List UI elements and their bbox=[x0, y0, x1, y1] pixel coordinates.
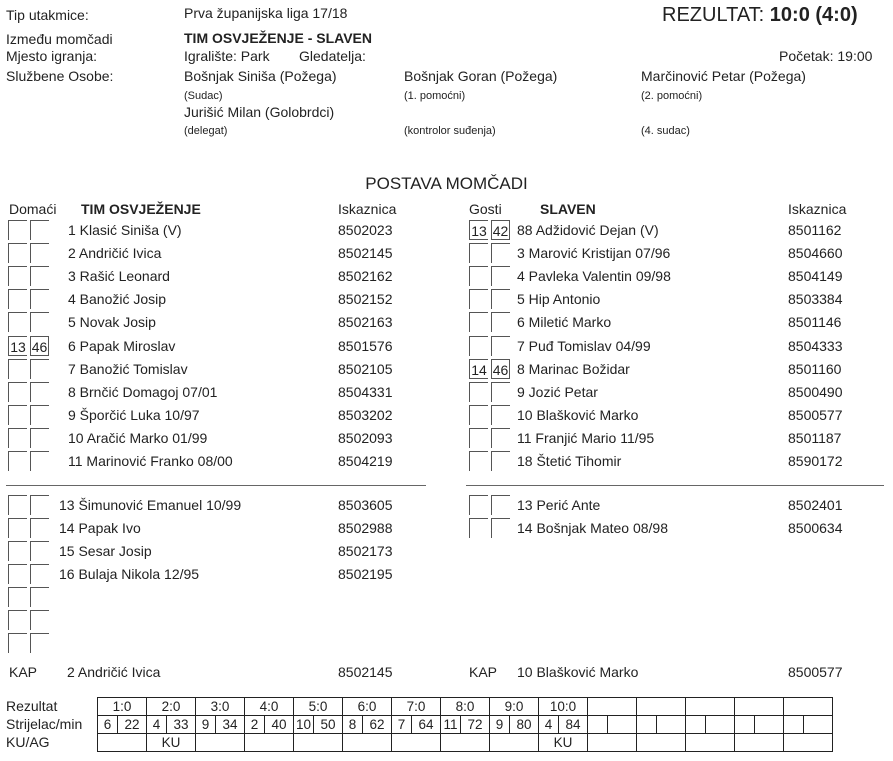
scorer-number-cell: 4 bbox=[147, 716, 167, 734]
player-id: 8504149 bbox=[788, 268, 843, 285]
official-role: (4. sudac) bbox=[641, 125, 690, 137]
scorer-number-cell bbox=[637, 716, 657, 734]
player-name: 4 Pavleka Valentin 09/98 bbox=[517, 268, 671, 285]
official-role: (delegat) bbox=[184, 125, 228, 137]
minute-box bbox=[8, 587, 27, 607]
minute-box bbox=[469, 336, 488, 356]
minute-box bbox=[30, 312, 49, 332]
minute-box: 46 bbox=[491, 359, 510, 379]
score-cell: 5:0 bbox=[294, 698, 343, 716]
minute-box bbox=[491, 289, 510, 309]
player-id: 8590172 bbox=[788, 453, 843, 469]
scorer-number-cell: 7 bbox=[392, 716, 412, 734]
scorer-number-cell: 4 bbox=[539, 716, 559, 734]
player-id: 8504219 bbox=[338, 453, 393, 469]
player-name: 3 Rašić Leonard bbox=[68, 268, 170, 285]
away-side-label: Gosti bbox=[469, 201, 502, 217]
minute-box bbox=[469, 495, 488, 515]
score-row-label: Rezultat bbox=[6, 698, 58, 714]
score-cell: 2:0 bbox=[147, 698, 196, 716]
player-id: 8503384 bbox=[788, 291, 843, 308]
minute-box bbox=[30, 359, 49, 379]
player-id: 8502988 bbox=[338, 520, 393, 536]
official-role: (1. pomoćni) bbox=[404, 90, 466, 102]
official-name: Bošnjak Goran (Požega) bbox=[404, 68, 558, 84]
player-id: 8503605 bbox=[338, 497, 393, 513]
player-id: 8502401 bbox=[788, 497, 843, 513]
official-role: (2. pomoćni) bbox=[641, 90, 703, 102]
ku-cell bbox=[490, 734, 539, 752]
ku-cell bbox=[196, 734, 245, 752]
official-role: (kontrolor suđenja) bbox=[404, 125, 496, 137]
player-name: 1 Klasić Siniša (V) bbox=[68, 222, 182, 238]
scorer-minute-cell: 33 bbox=[167, 716, 196, 734]
scorer-minute-cell: 84 bbox=[559, 716, 588, 734]
minute-box bbox=[30, 428, 49, 448]
scorer-number-cell: 6 bbox=[98, 716, 118, 734]
scorer-minute-cell: 34 bbox=[216, 716, 245, 734]
score-cell bbox=[637, 698, 686, 716]
scorer-number-cell: 10 bbox=[294, 716, 314, 734]
minute-box bbox=[30, 266, 49, 286]
home-captain-id: 8502145 bbox=[338, 664, 393, 680]
player-name: 7 Puđ Tomislav 04/99 bbox=[517, 337, 651, 354]
minute-box bbox=[469, 428, 488, 448]
minute-box bbox=[469, 382, 488, 402]
player-name: 8 Marinac Božidar bbox=[517, 360, 630, 377]
minute-box bbox=[30, 610, 49, 630]
lineup-title: POSTAVA MOMČADI bbox=[365, 174, 528, 193]
player-name: 13 Šimunović Emanuel 10/99 bbox=[59, 497, 242, 513]
minute-box bbox=[8, 564, 27, 584]
player-name: 14 Papak Ivo bbox=[59, 520, 141, 536]
score-cell: 6:0 bbox=[343, 698, 392, 716]
ku-cell bbox=[98, 734, 147, 752]
player-id: 8502093 bbox=[338, 429, 393, 446]
minute-box bbox=[30, 405, 49, 425]
player-id: 8502163 bbox=[338, 314, 393, 331]
player-id: 8500490 bbox=[788, 383, 843, 400]
minute-box bbox=[469, 405, 488, 425]
minute-box bbox=[30, 243, 49, 263]
player-name: 18 Štetić Tihomir bbox=[517, 453, 622, 469]
home-divider bbox=[6, 485, 426, 486]
scorer-number-cell: 11 bbox=[441, 716, 461, 734]
player-name: 6 Papak Miroslav bbox=[68, 337, 176, 354]
minute-box bbox=[30, 289, 49, 309]
result-heading bbox=[662, 4, 858, 27]
player-id: 8501576 bbox=[338, 337, 393, 354]
minute-box bbox=[8, 359, 27, 379]
score-cell bbox=[735, 698, 784, 716]
ku-cell bbox=[343, 734, 392, 752]
ku-cell bbox=[245, 734, 294, 752]
player-id: 8504331 bbox=[338, 383, 393, 400]
score-cell bbox=[686, 698, 735, 716]
minute-box bbox=[469, 266, 488, 286]
player-name: 11 Marinović Franko 08/00 bbox=[68, 453, 233, 469]
player-name: 6 Miletić Marko bbox=[517, 314, 612, 331]
player-name: 3 Marović Kristijan 07/96 bbox=[517, 245, 671, 262]
venue-value: Igralište: Park bbox=[184, 48, 270, 64]
minute-box bbox=[491, 382, 510, 402]
minute-box bbox=[8, 610, 27, 630]
away-team-name: SLAVEN bbox=[540, 201, 596, 217]
scorer-minute-cell bbox=[657, 716, 686, 734]
scorer-minute-cell: 80 bbox=[510, 716, 539, 734]
minute-box bbox=[30, 587, 49, 607]
minute-box bbox=[8, 633, 27, 653]
scorer-minute-cell bbox=[755, 716, 784, 734]
player-name: 10 Blašković Marko bbox=[517, 406, 639, 423]
minute-box bbox=[469, 243, 488, 263]
ku-row-label: KU/AG bbox=[6, 734, 50, 750]
minute-box bbox=[30, 220, 49, 240]
score-cell: 4:0 bbox=[245, 698, 294, 716]
scorer-number-cell: 9 bbox=[490, 716, 510, 734]
ku-cell bbox=[294, 734, 343, 752]
minute-box bbox=[30, 633, 49, 653]
player-name: 5 Novak Josip bbox=[68, 314, 156, 331]
player-name: 4 Banožić Josip bbox=[68, 291, 167, 308]
player-id: 8501187 bbox=[788, 429, 842, 446]
minute-box bbox=[30, 382, 49, 402]
score-cell: 8:0 bbox=[441, 698, 490, 716]
officials-label: Službene Osobe: bbox=[6, 68, 114, 84]
match-type-value: Prva županijska liga 17/18 bbox=[184, 5, 348, 21]
minute-box bbox=[8, 220, 27, 240]
player-name: 15 Sesar Josip bbox=[59, 543, 152, 559]
minute-box: 13 bbox=[469, 220, 488, 240]
player-id: 8500577 bbox=[788, 406, 843, 423]
official-name: Jurišić Milan (Golobrdci) bbox=[184, 104, 335, 120]
minute-box bbox=[8, 495, 27, 515]
ku-cell bbox=[735, 734, 784, 752]
player-name: 88 Adžidović Dejan (V) bbox=[517, 222, 659, 238]
minute-box bbox=[469, 451, 488, 471]
minute-box bbox=[8, 266, 27, 286]
venue-label: Mjesto igranja: bbox=[6, 48, 98, 64]
minute-box bbox=[491, 451, 510, 471]
minute-box bbox=[491, 428, 510, 448]
minute-box bbox=[469, 289, 488, 309]
player-id: 8502152 bbox=[338, 291, 393, 308]
minute-box: 46 bbox=[30, 336, 49, 356]
player-id: 8500634 bbox=[788, 520, 843, 536]
minute-box bbox=[491, 405, 510, 425]
minute-box bbox=[491, 266, 510, 286]
away-captain-name: 10 Blašković Marko bbox=[517, 664, 639, 680]
player-id: 8502162 bbox=[338, 268, 393, 285]
scorer-number-cell bbox=[735, 716, 755, 734]
kickoff-time: Početak: 19:00 bbox=[779, 48, 873, 64]
scorer-number-cell bbox=[686, 716, 706, 734]
official-name: Bošnjak Siniša (Požega) bbox=[184, 68, 337, 84]
score-cell: 3:0 bbox=[196, 698, 245, 716]
minute-box bbox=[491, 495, 510, 515]
match-type-label: Tip utakmice: bbox=[6, 7, 89, 23]
ku-cell bbox=[392, 734, 441, 752]
score-cell: 9:0 bbox=[490, 698, 539, 716]
between-label: Između momčadi bbox=[6, 31, 113, 47]
scorer-minute-cell bbox=[706, 716, 735, 734]
player-name: 16 Bulaja Nikola 12/95 bbox=[59, 566, 200, 582]
ku-cell bbox=[686, 734, 735, 752]
minute-box: 13 bbox=[8, 336, 27, 356]
minute-box bbox=[8, 312, 27, 332]
player-id: 8501160 bbox=[788, 360, 842, 377]
player-name: 5 Hip Antonio bbox=[517, 291, 601, 308]
scorer-minute-cell bbox=[608, 716, 637, 734]
home-team-name: TIM OSVJEŽENJE bbox=[81, 201, 201, 217]
ku-cell bbox=[588, 734, 637, 752]
player-name: 8 Brnčić Domagoj 07/01 bbox=[68, 383, 218, 400]
player-id: 8503202 bbox=[338, 406, 393, 423]
scorer-minute-cell: 40 bbox=[265, 716, 294, 734]
minute-box bbox=[491, 243, 510, 263]
minute-box bbox=[469, 312, 488, 332]
minute-box: 42 bbox=[491, 220, 510, 240]
player-id: 8501162 bbox=[788, 222, 842, 238]
away-id-header: Iskaznica bbox=[788, 201, 847, 217]
player-id: 8502173 bbox=[338, 543, 393, 559]
minute-box bbox=[30, 564, 49, 584]
score-cell: 7:0 bbox=[392, 698, 441, 716]
ku-cell bbox=[784, 734, 833, 752]
ku-cell bbox=[441, 734, 490, 752]
scorer-minute-cell: 72 bbox=[461, 716, 490, 734]
away-captain-id: 8500577 bbox=[788, 664, 843, 680]
score-cell: 1:0 bbox=[98, 698, 147, 716]
result-label: REZULTAT: bbox=[662, 4, 765, 26]
player-name: 2 Andričić Ivica bbox=[68, 245, 162, 262]
spectators-label: Gledatelja: bbox=[299, 48, 366, 64]
minute-box bbox=[30, 518, 49, 538]
away-divider bbox=[466, 485, 884, 486]
minute-box bbox=[8, 428, 27, 448]
result-value: 10:0 (4:0) bbox=[769, 4, 858, 26]
minute-box bbox=[8, 518, 27, 538]
player-name: 9 Šporčić Luka 10/97 bbox=[68, 406, 200, 423]
player-name: 10 Aračić Marko 01/99 bbox=[68, 429, 208, 446]
minute-box bbox=[469, 518, 488, 538]
player-id: 8501146 bbox=[788, 314, 842, 331]
minute-box bbox=[8, 405, 27, 425]
player-name: 9 Jozić Petar bbox=[517, 383, 598, 400]
player-id: 8504333 bbox=[788, 337, 843, 354]
scorer-number-cell bbox=[784, 716, 804, 734]
scorer-minute-cell: 50 bbox=[314, 716, 343, 734]
minute-box bbox=[491, 518, 510, 538]
player-name: 13 Perić Ante bbox=[517, 497, 601, 513]
minute-box bbox=[8, 243, 27, 263]
minute-box bbox=[30, 451, 49, 471]
player-name: 11 Franjić Mario 11/95 bbox=[517, 429, 655, 446]
away-captain-label: KAP bbox=[469, 664, 498, 680]
home-side-label: Domaći bbox=[9, 201, 57, 217]
scorer-minute-cell: 22 bbox=[118, 716, 147, 734]
score-cell bbox=[784, 698, 833, 716]
official-name: Marčinović Petar (Požega) bbox=[641, 68, 806, 84]
score-cell: 10:0 bbox=[539, 698, 588, 716]
scorer-row-label: Strijelac/min bbox=[6, 716, 83, 732]
home-id-header: Iskaznica bbox=[338, 201, 397, 217]
ku-cell bbox=[637, 734, 686, 752]
ku-cell: KU bbox=[539, 734, 588, 752]
minute-box bbox=[30, 495, 49, 515]
scorer-minute-cell: 64 bbox=[412, 716, 441, 734]
player-id: 8502023 bbox=[338, 222, 393, 238]
player-name: 7 Banožić Tomislav bbox=[68, 360, 188, 377]
player-name: 14 Bošnjak Mateo 08/98 bbox=[517, 520, 668, 536]
minute-box bbox=[491, 336, 510, 356]
player-id: 8502145 bbox=[338, 245, 393, 262]
score-cell bbox=[588, 698, 637, 716]
scorer-minute-cell bbox=[804, 716, 833, 734]
minute-box bbox=[8, 541, 27, 561]
player-id: 8502105 bbox=[338, 360, 393, 377]
home-captain-label: KAP bbox=[9, 664, 38, 680]
minute-box bbox=[30, 541, 49, 561]
minute-box bbox=[8, 382, 27, 402]
scorer-minute-cell: 62 bbox=[363, 716, 392, 734]
teams-value: TIM OSVJEŽENJE - SLAVEN bbox=[184, 30, 372, 46]
minute-box bbox=[8, 451, 27, 471]
minute-box bbox=[491, 312, 510, 332]
scorer-number-cell bbox=[588, 716, 608, 734]
player-id: 8504660 bbox=[788, 245, 843, 262]
official-role: (Sudac) bbox=[184, 90, 223, 102]
scorer-number-cell: 9 bbox=[196, 716, 216, 734]
player-id: 8502195 bbox=[338, 566, 393, 582]
scoring-table bbox=[97, 697, 833, 752]
scorer-number-cell: 8 bbox=[343, 716, 363, 734]
minute-box: 14 bbox=[469, 359, 488, 379]
minute-box bbox=[8, 289, 27, 309]
ku-cell: KU bbox=[147, 734, 196, 752]
home-captain-name: 2 Andričić Ivica bbox=[67, 664, 161, 680]
scorer-number-cell: 2 bbox=[245, 716, 265, 734]
